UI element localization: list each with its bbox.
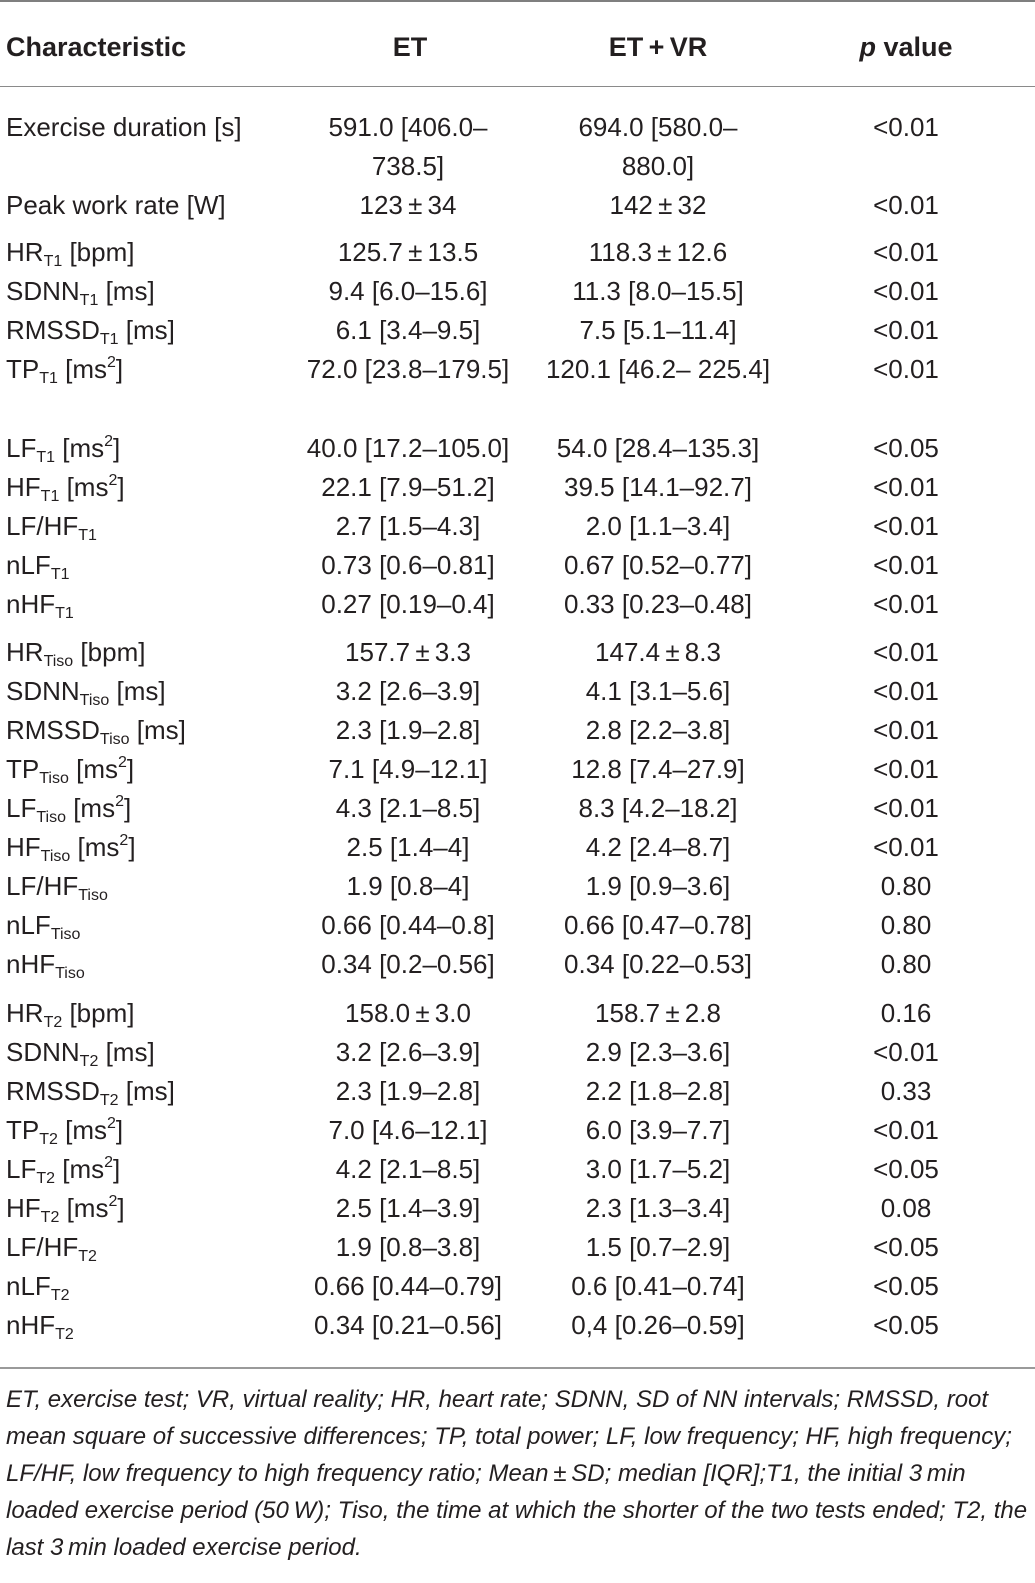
- et-vr-value-cell: 7.5 [5.1–11.4]: [579, 315, 737, 345]
- unit-bracket: ]: [124, 793, 132, 823]
- characteristic-label: LF: [6, 1154, 37, 1184]
- unit-label: [ms]: [98, 1037, 155, 1067]
- et-vr-value-cell: 694.0 [580.0– 880.0]: [578, 112, 738, 181]
- time-subscript: T1: [43, 253, 63, 270]
- p-value-cell: 0.16: [880, 998, 932, 1028]
- p-value-cell: <0.01: [873, 354, 939, 384]
- unit-bracket: ]: [113, 433, 121, 463]
- et-value-cell: 3.2 [2.6–3.9]: [335, 676, 481, 706]
- header-characteristic: Characteristic: [6, 32, 187, 62]
- characteristic-cell: [6, 1072, 175, 1111]
- time-subscript: T2: [99, 1092, 119, 1109]
- p-value-cell: <0.01: [873, 793, 939, 823]
- unit-superscript: 2: [104, 433, 114, 450]
- unit-label: [ms: [55, 433, 105, 463]
- time-subscript: T2: [39, 1131, 58, 1148]
- time-subscript: Tiso: [79, 692, 110, 709]
- characteristic-cell: [6, 867, 108, 906]
- unit-label: [ms: [68, 754, 118, 784]
- p-value-cell: 0.08: [880, 1193, 932, 1223]
- characteristic-cell: [6, 633, 145, 672]
- characteristic-cell: [6, 789, 131, 828]
- unit-bracket: ]: [126, 754, 135, 784]
- time-subscript: Tiso: [99, 731, 130, 748]
- unit-bracket: ]: [115, 1115, 124, 1145]
- time-subscript: T1: [36, 449, 56, 466]
- characteristic-cell: [6, 1228, 97, 1267]
- unit-superscript: 2: [119, 832, 129, 849]
- et-value-cell: 4.2 [2.1–8.5]: [335, 1154, 481, 1184]
- unit-bracket: ]: [115, 354, 124, 384]
- et-vr-value-cell: 8.3 [4.2–18.2]: [578, 793, 738, 823]
- et-vr-value-cell: 147.4 ± 8.3: [595, 637, 721, 667]
- time-subscript: T2: [50, 1287, 70, 1304]
- p-value-cell: <0.01: [873, 1115, 939, 1145]
- time-subscript: T2: [43, 1014, 63, 1031]
- characteristic-label: TP: [6, 1115, 40, 1145]
- et-value-cell: 7.1 [4.9–12.1]: [328, 754, 488, 784]
- et-value-cell: 0.34 [0.21–0.56]: [314, 1310, 502, 1340]
- unit-label: [ms: [55, 1154, 105, 1184]
- time-subscript: Tiso: [50, 926, 81, 943]
- unit-label: [ms]: [118, 1076, 175, 1106]
- p-value-cell: <0.01: [873, 190, 939, 220]
- p-value-cell: <0.01: [873, 1037, 939, 1067]
- p-value-cell: <0.01: [873, 637, 939, 667]
- p-value-cell: <0.01: [873, 550, 939, 580]
- et-vr-value-cell: 1.9 [0.9–3.6]: [585, 871, 731, 901]
- characteristic-label: HF: [6, 1193, 41, 1223]
- p-value-cell: <0.05: [873, 1232, 939, 1262]
- unit-superscript: 2: [108, 1193, 118, 1210]
- characteristic-label: Peak work rate [W]: [6, 190, 226, 220]
- time-subscript: T1: [40, 488, 60, 505]
- top-rule: [0, 0, 1035, 2]
- characteristic-label: nHF: [6, 949, 56, 979]
- time-subscript: T1: [55, 605, 74, 622]
- et-value-cell: 0.66 [0.44–0.8]: [321, 910, 495, 940]
- characteristic-cell: [6, 750, 134, 789]
- p-value-cell: <0.05: [873, 1154, 939, 1184]
- unit-label: [bpm]: [62, 998, 135, 1028]
- characteristic-cell: [6, 1033, 155, 1072]
- unit-superscript: 2: [104, 1154, 114, 1171]
- characteristic-cell: [6, 429, 120, 468]
- characteristic-label: LF: [6, 433, 37, 463]
- characteristic-label: SDNN: [6, 676, 80, 706]
- characteristic-cell: [6, 233, 134, 272]
- characteristic-cell: [6, 711, 186, 750]
- p-value-cell: <0.01: [873, 715, 939, 745]
- unit-label: [ms: [59, 472, 109, 502]
- et-vr-value-cell: 3.0 [1.7–5.2]: [585, 1154, 731, 1184]
- characteristic-cell: [6, 585, 74, 624]
- p-value-cell: <0.01: [873, 754, 939, 784]
- et-value-cell: 9.4 [6.0–15.6]: [328, 276, 488, 306]
- et-vr-value-cell: 2.0 [1.1–3.4]: [585, 511, 731, 541]
- time-subscript: T2: [40, 1209, 60, 1226]
- characteristic-cell: [6, 828, 136, 867]
- et-vr-value-cell: 11.3 [8.0–15.5]: [572, 276, 744, 306]
- et-value-cell: 1.9 [0.8–3.8]: [335, 1232, 481, 1262]
- characteristic-cell: [6, 906, 80, 945]
- et-vr-value-cell: 0.33 [0.23–0.48]: [564, 589, 752, 619]
- p-value-cell: <0.01: [873, 112, 939, 142]
- characteristic-label: HR: [6, 637, 44, 667]
- et-vr-value-cell: 12.8 [7.4–27.9]: [571, 754, 745, 784]
- p-value-cell: <0.01: [873, 832, 939, 862]
- header-p-italic: p: [859, 32, 876, 62]
- header-p-rest: value: [875, 32, 953, 62]
- et-value-cell: 2.5 [1.4–3.9]: [335, 1193, 481, 1223]
- characteristic-label: HF: [6, 832, 41, 862]
- et-value-cell: 72.0 [23.8–179.5]: [306, 354, 510, 384]
- unit-label: [ms: [57, 354, 108, 384]
- et-value-cell: 0.73 [0.6–0.81]: [321, 550, 495, 580]
- unit-bracket: ]: [113, 1154, 121, 1184]
- characteristic-label: Exercise duration [s]: [6, 112, 242, 142]
- et-vr-value-cell: 2.2 [1.8–2.8]: [585, 1076, 731, 1106]
- characteristic-label: LF/HF: [6, 1232, 79, 1262]
- p-value-cell: <0.05: [873, 1271, 939, 1301]
- unit-label: [ms]: [98, 276, 155, 306]
- time-subscript: T2: [78, 1248, 97, 1265]
- time-subscript: Tiso: [40, 848, 71, 865]
- time-subscript: T1: [99, 331, 119, 348]
- et-vr-value-cell: 2.8 [2.2–3.8]: [585, 715, 731, 745]
- et-value-cell: 123 ± 34: [359, 190, 457, 220]
- bottom-rule: [0, 1367, 1035, 1369]
- unit-superscript: 2: [117, 754, 127, 771]
- header-et: ET: [392, 32, 428, 62]
- et-vr-value-cell: 6.0 [3.9–7.7]: [585, 1115, 731, 1145]
- characteristic-label: SDNN: [6, 1037, 80, 1067]
- characteristic-cell: [6, 672, 166, 711]
- et-vr-value-cell: 118.3 ± 12.6: [588, 237, 728, 267]
- characteristic-cell: [6, 311, 175, 350]
- unit-label: [ms: [65, 793, 116, 823]
- time-subscript: T1: [50, 566, 70, 583]
- unit-label: [bpm]: [62, 237, 135, 267]
- time-subscript: T2: [79, 1053, 99, 1070]
- characteristic-label: TP: [6, 354, 40, 384]
- characteristic-label: RMSSD: [6, 315, 100, 345]
- characteristic-label: nLF: [6, 910, 51, 940]
- unit-label: [ms: [57, 1115, 108, 1145]
- et-value-cell: 2.3 [1.9–2.8]: [335, 1076, 481, 1106]
- et-value-cell: 0.66 [0.44–0.79]: [314, 1271, 502, 1301]
- et-value-cell: 7.0 [4.6–12.1]: [328, 1115, 488, 1145]
- unit-bracket: ]: [128, 832, 136, 862]
- characteristic-label: RMSSD: [6, 715, 100, 745]
- p-value-cell: 0.33: [880, 1076, 932, 1106]
- time-subscript: Tiso: [43, 653, 74, 670]
- et-vr-value-cell: 54.0 [28.4–135.3]: [556, 433, 760, 463]
- et-vr-value-cell: 0.34 [0.22–0.53]: [564, 949, 752, 979]
- characteristic-cell: [6, 945, 85, 984]
- header-rule: [0, 86, 1035, 87]
- p-value-cell: <0.01: [873, 589, 939, 619]
- p-value-cell: <0.05: [873, 433, 939, 463]
- characteristic-label: RMSSD: [6, 1076, 100, 1106]
- characteristic-label: HF: [6, 472, 41, 502]
- characteristic-label: LF: [6, 793, 37, 823]
- p-value-cell: <0.05: [873, 1310, 939, 1340]
- characteristic-cell: [6, 1267, 69, 1306]
- characteristic-label: TP: [6, 754, 40, 784]
- characteristic-cell: [6, 272, 155, 311]
- characteristic-label: nHF: [6, 1310, 56, 1340]
- time-subscript: T1: [39, 370, 58, 387]
- characteristic-cell: [6, 546, 69, 585]
- et-value-cell: 591.0 [406.0– 738.5]: [328, 112, 488, 181]
- et-value-cell: 6.1 [3.4–9.5]: [335, 315, 481, 345]
- et-vr-value-cell: 0.6 [0.41–0.74]: [571, 1271, 745, 1301]
- et-value-cell: 157.7 ± 3.3: [345, 637, 471, 667]
- time-subscript: T1: [78, 527, 97, 544]
- characteristic-label: nHF: [6, 589, 56, 619]
- characteristic-cell: [6, 108, 242, 147]
- p-value-cell: 0.80: [880, 871, 932, 901]
- time-subscript: T1: [79, 292, 99, 309]
- characteristic-cell: [6, 468, 125, 507]
- et-vr-value-cell: 1.5 [0.7–2.9]: [585, 1232, 731, 1262]
- characteristic-label: nLF: [6, 1271, 51, 1301]
- unit-superscript: 2: [107, 1115, 116, 1132]
- time-subscript: Tiso: [55, 965, 85, 982]
- unit-bracket: ]: [117, 1193, 125, 1223]
- et-vr-value-cell: 158.7 ± 2.8: [595, 998, 721, 1028]
- et-value-cell: 22.1 [7.9–51.2]: [321, 472, 495, 502]
- et-value-cell: 4.3 [2.1–8.5]: [335, 793, 481, 823]
- p-value-cell: 0.80: [880, 910, 932, 940]
- et-value-cell: 0.34 [0.2–0.56]: [321, 949, 495, 979]
- et-value-cell: 40.0 [17.2–105.0]: [306, 433, 510, 463]
- characteristic-cell: [6, 507, 97, 546]
- unit-label: [bpm]: [73, 637, 146, 667]
- et-vr-value-cell: 0,4 [0.26–0.59]: [571, 1310, 745, 1340]
- et-value-cell: 0.27 [0.19–0.4]: [321, 589, 495, 619]
- unit-label: [ms]: [129, 715, 186, 745]
- p-value-cell: <0.01: [873, 315, 939, 345]
- characteristic-label: LF/HF: [6, 871, 79, 901]
- et-value-cell: 2.7 [1.5–4.3]: [335, 511, 481, 541]
- characteristic-label: SDNN: [6, 276, 80, 306]
- characteristic-cell: [6, 350, 123, 389]
- et-vr-value-cell: 120.1 [46.2– 225.4]: [545, 354, 771, 384]
- characteristic-cell: [6, 1306, 74, 1345]
- et-vr-value-cell: 142 ± 32: [609, 190, 707, 220]
- p-value-cell: <0.01: [873, 472, 939, 502]
- characteristic-cell: [6, 1111, 123, 1150]
- et-vr-value-cell: 0.66 [0.47–0.78]: [564, 910, 752, 940]
- time-subscript: Tiso: [78, 887, 108, 904]
- header-p-value: [806, 28, 1006, 66]
- unit-label: [ms]: [109, 676, 166, 706]
- unit-superscript: 2: [107, 354, 116, 371]
- et-vr-value-cell: 4.2 [2.4–8.7]: [585, 832, 731, 862]
- time-subscript: Tiso: [39, 770, 69, 787]
- et-vr-value-cell: 2.9 [2.3–3.6]: [585, 1037, 731, 1067]
- et-value-cell: 2.5 [1.4–4]: [346, 832, 470, 862]
- p-value-cell: <0.01: [873, 237, 939, 267]
- time-subscript: Tiso: [36, 809, 66, 826]
- et-vr-value-cell: 2.3 [1.3–3.4]: [585, 1193, 731, 1223]
- unit-label: [ms]: [118, 315, 175, 345]
- characteristic-cell: [6, 186, 226, 225]
- p-value-cell: 0.80: [880, 949, 932, 979]
- et-value-cell: 1.9 [0.8–4]: [346, 871, 470, 901]
- time-subscript: T2: [55, 1326, 74, 1343]
- et-vr-value-cell: 39.5 [14.1–92.7]: [564, 472, 752, 502]
- et-value-cell: 158.0 ± 3.0: [345, 998, 471, 1028]
- p-value-cell: <0.01: [873, 511, 939, 541]
- et-value-cell: 3.2 [2.6–3.9]: [335, 1037, 481, 1067]
- characteristic-cell: [6, 994, 134, 1033]
- et-value-cell: 2.3 [1.9–2.8]: [335, 715, 481, 745]
- characteristic-label: HR: [6, 237, 44, 267]
- characteristic-cell: [6, 1189, 125, 1228]
- unit-label: [ms: [59, 1193, 109, 1223]
- time-subscript: T2: [36, 1170, 56, 1187]
- unit-label: [ms: [70, 832, 120, 862]
- et-vr-value-cell: 0.67 [0.52–0.77]: [564, 550, 752, 580]
- characteristic-cell: [6, 1150, 120, 1189]
- unit-superscript: 2: [108, 472, 118, 489]
- unit-bracket: ]: [117, 472, 125, 502]
- characteristic-label: HR: [6, 998, 44, 1028]
- characteristic-label: LF/HF: [6, 511, 79, 541]
- et-vr-value-cell: 4.1 [3.1–5.6]: [585, 676, 731, 706]
- unit-superscript: 2: [115, 793, 124, 810]
- header-et-vr: ET + VR: [608, 32, 708, 62]
- p-value-cell: <0.01: [873, 276, 939, 306]
- p-value-cell: <0.01: [873, 676, 939, 706]
- table-footnote: ET, exercise test; VR, virtual reality; HR, heart rate; SDNN, SD of NN intervals; RMSSD, root mean square of successive differences; TP, total power; LF, low frequency; HF, high frequency; LF/HF, low frequency to high frequency ratio; Mean ± SD; median [IQR];T1, the initial 3 min loaded exercise period (50 W); Tiso, the time at which the shorter of the two tests ended; T2, the last 3 min loaded exercise period.: [6, 1386, 1028, 1561]
- characteristic-label: nLF: [6, 550, 51, 580]
- et-value-cell: 125.7 ± 13.5: [337, 237, 479, 267]
